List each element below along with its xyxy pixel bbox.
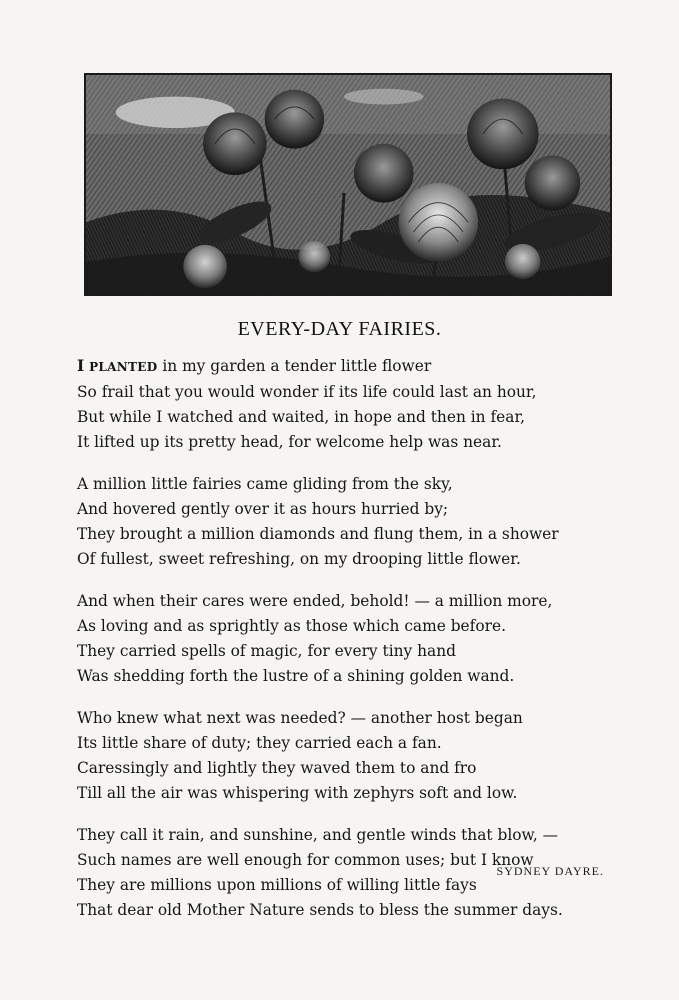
poem-title: EVERY-DAY FAIRIES.: [237, 318, 442, 340]
poem-line: Such names are well enough for common uses; but I know: [77, 851, 534, 869]
poem-line: They are millions upon millions of willing little fays: [77, 876, 477, 894]
poem-line: As loving and as sprightly as those which came before.: [77, 617, 506, 635]
poem-line: Till all the air was whispering with zephyrs soft and low.: [77, 784, 518, 802]
poem-line: Who knew what next was needed? — another host began: [77, 709, 523, 727]
poem-line: And when their cares were ended, behold! — a million more,: [77, 592, 553, 610]
poem-line: They call it rain, and sunshine, and gentle winds that blow, —: [77, 826, 559, 844]
poem-line: It lifted up its pretty head, for welcome help was near.: [77, 433, 502, 451]
stanza-4: [77, 706, 617, 806]
first-line-text: in my garden a tender little flower: [162, 357, 432, 375]
stanza-1: [77, 354, 617, 455]
poem-line: And hovered gently over it as hours hurried by;: [77, 500, 449, 518]
poem-line: Caressingly and lightly they waved them to and fro: [77, 759, 477, 777]
poem-line: A million little fairies came gliding from the sky,: [77, 475, 453, 493]
poem-line: But while I watched and waited, in hope and then in fear,: [77, 408, 526, 426]
poem-line: They carried spells of magic, for every tiny hand: [77, 642, 456, 660]
poem-line: Its little share of duty; they carried each a fan.: [77, 734, 442, 752]
chrysanthemum-illustration: [84, 73, 612, 296]
small-caps-word: PLANTED: [89, 360, 158, 374]
stanza-3: [77, 589, 617, 689]
drop-cap: I: [77, 357, 85, 375]
poem-line: [77, 354, 617, 380]
stanza-2: [77, 472, 617, 572]
poem-line: That dear old Mother Nature sends to bless the summer days.: [77, 901, 563, 919]
author-signature: SYDNEY DAYRE.: [496, 864, 604, 878]
poem-line: So frail that you would wonder if its life could last an hour,: [77, 383, 537, 401]
engraving-image: [86, 75, 610, 294]
poem-line: Of fullest, sweet refreshing, on my drooping little flower.: [77, 550, 521, 568]
poem-body: [77, 354, 617, 940]
poem-line: Was shedding forth the lustre of a shining golden wand.: [77, 667, 515, 685]
poem-line: They brought a million diamonds and flung them, in a shower: [77, 525, 559, 543]
